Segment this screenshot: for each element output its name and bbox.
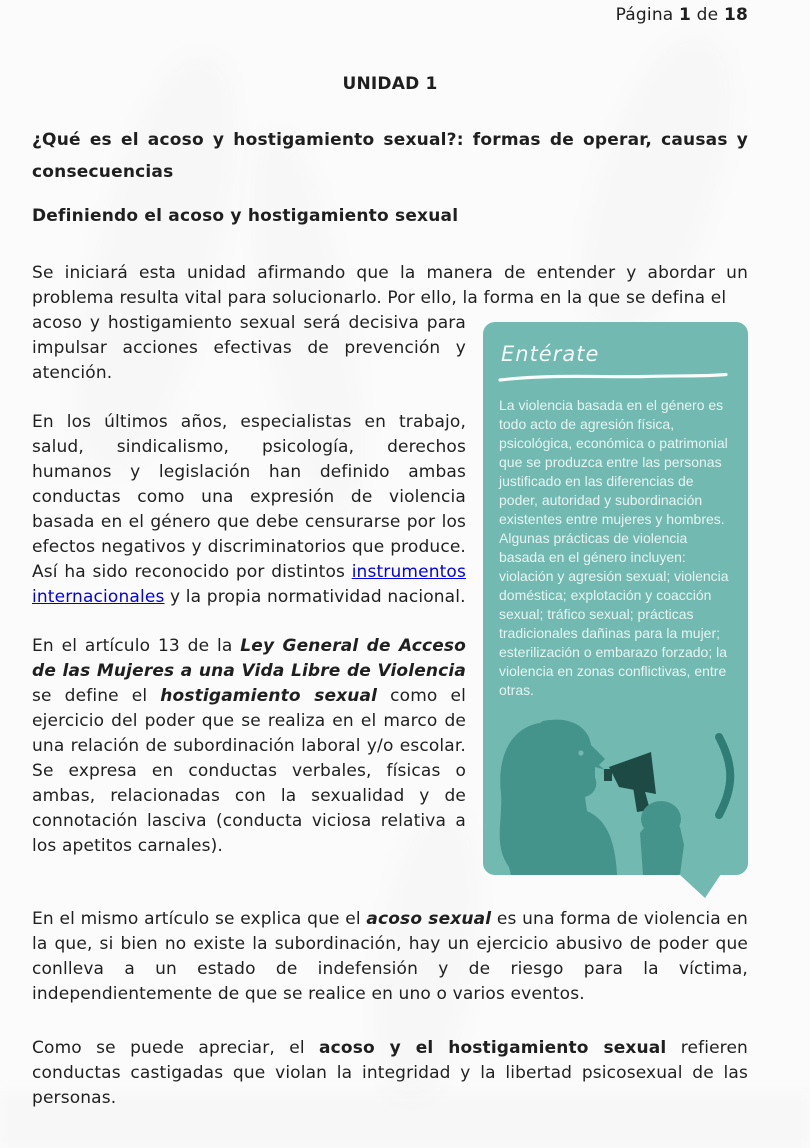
law-title-emphasis: Ley General de Acceso de las Mujeres a una Vida Libre de Violencia	[32, 636, 466, 681]
paragraph-4-text-end: es una forma de violencia en la que, si bien no existe la subordinación, hay un ejercicio abusivo de poder que conlleva a un estado de indefensión y de riesgo para la víctima, independientemente de que se realice en uno o varios eventos.	[32, 909, 748, 1004]
page-number-total: 18	[723, 5, 748, 25]
unit-title: UNIDAD 1	[342, 74, 438, 95]
page-number-separator: de	[696, 5, 719, 25]
callout-title: Entérate	[501, 342, 600, 366]
page-number-prefix: Página	[615, 5, 674, 25]
paragraph-1-intro: Se iniciará esta unidad afirmando que la manera de entender y abordar un problema resulta vital para solucionarlo. Por ello, la forma en la que se defina el	[32, 263, 748, 308]
document-subheading: Definiendo el acoso y hostigamiento sexual	[32, 206, 459, 226]
callout-body: La violencia basada en el género es todo acto de agresión física, psicológica, económica o patrimonial que se produzca entre las personas justificado en las diferencias de poder, autoridad y subordinación existentes entre mujeres y hombres. Algunas prácticas de violencia basada en el género incluyen: violación y agresión sexual; violencia doméstica; explotación y coacción sexual; tráfico sexual; prácticas tradicionales dañinas para la mujer; esterilización o embarazo forzado; la violencia en zonas conflictivas, entre otras.	[499, 397, 729, 698]
paragraph-2-text: En los últimos años, especialistas en trabajo, salud, sindicalismo, psicología, derechos humanos y legislación han definido ambas conductas como una expresión de violencia basada en el género que debe censurarse por los efectos negativos y discriminatorios que produce. Así ha sido reconocido por distintos	[32, 412, 466, 582]
document-heading: ¿Qué es el acoso y hostigamiento sexual?: formas de operar, causas y consecuencias	[32, 130, 748, 183]
page-number-current: 1	[679, 5, 692, 25]
speech-bubble-tail-icon	[679, 874, 721, 898]
paragraph-3	[32, 634, 466, 859]
hostigamiento-sexual-emphasis: hostigamiento sexual	[160, 686, 378, 706]
enterate-callout	[483, 322, 748, 875]
paragraph-5	[32, 1036, 748, 1111]
paragraph-4-text: En el mismo artículo se explica que el	[32, 909, 367, 929]
instrumentos-internacionales-link[interactable]: instrumentos internacionales	[32, 562, 466, 607]
page-number	[616, 5, 748, 25]
acoso-hostigamiento-emphasis: acoso y el hostigamiento sexual	[319, 1038, 667, 1058]
acoso-sexual-emphasis: acoso sexual	[366, 909, 492, 929]
paragraph-1-wrap: acoso y hostigamiento sexual será decisiva para impulsar acciones efectivas de prevención y atención.	[32, 313, 466, 383]
paragraph-3-text: En el artículo 13 de la	[32, 636, 241, 656]
paragraph-2-text-end: y la propia normatividad nacional.	[164, 587, 466, 607]
underline-swoosh-icon	[497, 370, 729, 384]
paragraph-3-text-end: como el ejercicio del poder que se realiza en el marco de una relación de subordinación laboral y/o escolar. Se expresa en conductas verbales, físicas o ambas, relacionadas con la sexualidad y de connotación lasciva (conducta viciosa relativa a los apetitos carnales).	[32, 686, 466, 856]
paragraph-5-text-end: refieren conductas castigadas que violan la integridad y la libertad psicosexual de las personas.	[32, 1038, 748, 1108]
paragraph-3-text-mid: se define el	[32, 686, 161, 706]
paragraph-5-text: Como se puede apreciar, el	[32, 1038, 320, 1058]
paragraph-2	[32, 410, 466, 610]
woman-megaphone-illustration	[483, 715, 748, 875]
paragraph-4	[32, 907, 748, 1007]
